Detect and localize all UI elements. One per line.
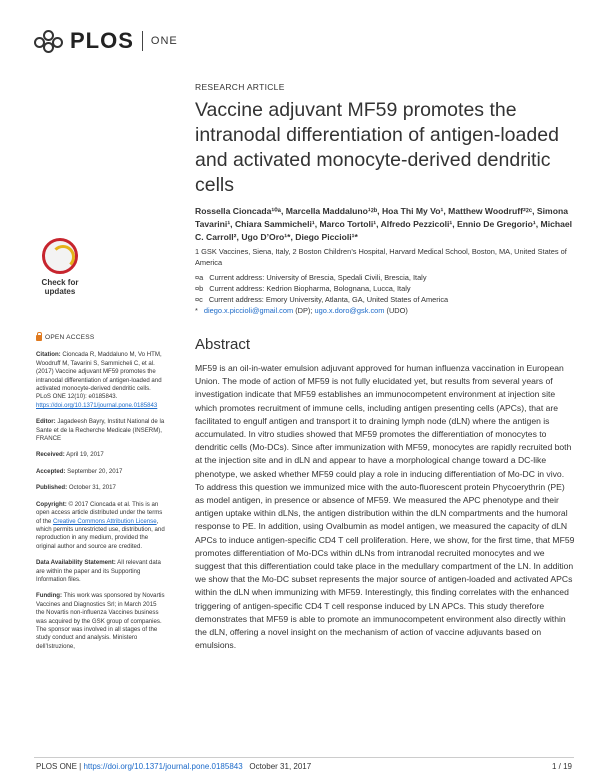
open-access-label: OPEN ACCESS: [36, 334, 166, 342]
affiliations: 1 GSK Vaccines, Siena, Italy, 2 Boston Children’s Hospital, Harvard Medical School, Boston, MA, United States of America: [195, 247, 567, 267]
funding-block: Funding: This work was sponsored by Novartis Vaccines and Diagnostics Srl; in March 2015 the Novartis non-influenza Vaccines business was acquired by the GSK group of companies. The sponsor was involved in all stages of the study conduct and analysis. Ministero dell’Istruzione,: [36, 592, 165, 650]
article-sidebar: [36, 334, 166, 659]
check-updates-icon: [42, 238, 78, 274]
contact-emails: * diego.x.piccioli@gmail.com (DP); ugo.x.doro@gsk.com (UDO): [195, 306, 408, 315]
license-link[interactable]: Creative Commons Attribution License: [52, 517, 157, 525]
current-address-row: ¤c Current address: Emory University, Atlanta, GA, United States of America: [195, 295, 449, 304]
accepted-date: Accepted: September 20, 2017: [36, 467, 123, 475]
current-addresses: [195, 272, 575, 316]
logo-journal: ONE: [150, 35, 178, 47]
plos-logo-icon: [34, 30, 64, 52]
footer-date: October 31, 2017: [249, 762, 312, 771]
published-date: Published: October 31, 2017: [36, 484, 116, 492]
logo-word: PLOS: [70, 28, 134, 53]
received-date: Received: April 19, 2017: [36, 451, 104, 459]
open-access-lock-icon: [36, 335, 42, 341]
page-footer: PLOS ONE | https://doi.org/10.1371/journal.pone.0185843 October 31, 2017 1 / 19: [36, 762, 572, 771]
author-list: Rossella Cioncada¹⁰ᵃ, Marcella Maddaluno¹⁲ᵇ, Hoa Thi My Vo¹, Matthew Woodruff²⁲ᶜ, Simona Tavarini¹, Chiara Sammicheli¹, Marco Tortoli¹, Alfredo Pezzicoli¹, Ennio De Gregorio¹, Michael C. Carroll², Ugo D’Oro¹*, Diego Piccioli¹*: [195, 206, 573, 242]
article-type: RESEARCH ARTICLE: [195, 82, 285, 92]
citation-doi-link[interactable]: https://doi.org/10.1371/journal.pone.0185843: [36, 401, 158, 409]
check-for-updates-badge[interactable]: Check for updates: [37, 238, 83, 296]
abstract-body: MF59 is an oil-in-water emulsion adjuvant approved for human influenza vaccination in European Union. The mode of action of MF59 is not fully elucidated yet, but results from several years of investigation indicate that MF59 establishes an immunocompetent environment at injection site which promotes recruitment of immune cells, including antigen presenting cells (APCs), that are facilitated to engulf antigen and transport it to draining lymph node (dLN) where the antigen is accumulated. In vitro studies showed that MF59 promotes the differentiation of monocytes to dendritic cells (Mo-DCs). Since after immunization with MF59, monocytes are rapidly recruited both at the injection site and in dLN and appear to have a morphological change toward a DC-like phenotype, we asked whether MF59 could play a role in inducing differentiation of Mo-DC in vivo. To address this question we immunized mice with the auto-fluorescent protein Phycoerythrin (PE) as model antigen, in presence or absence of MF59. We measured the APC phenotype and their antigen uptake within dLNs, the antigen distribution within the dLN compartments and the humoral response to PE. In addition, using Ovalbumin as model antigen, we measured the capacity of dLN APCs to induce antigen-specific CD4 T cell proliferation. Here, we show, for the first time, that MF59 promotes differentiation of Mo-DCs within dLNs from intranodal recruited monocytes and we suggest that this differentiation could take place in the medullary compartment of the LN. In addition we show that the Mo-DC subset represents the major source of antigen-loaded and activated APCs within the dLN when immunizing with MF59. Interestingly, this finding correlates with the enhanced triggering of antigen-specific CD4 T cell response induced by LN APCs. This study therefore demonstrates that MF59 is able to promote an immunocompetent environment also directly within the dLN, offering a novel insight on the mechanism of action of vaccine adjuvants based on emulsions.: [195, 363, 575, 651]
article-title: Vaccine adjuvant MF59 promotes the intranodal differentiation of antigen-loaded and activated monocyte-derived dendritic cells: [195, 99, 559, 196]
current-address-row: ¤a Current address: University of Brescia, Spedali Civili, Brescia, Italy: [195, 273, 427, 282]
footer-divider: [34, 757, 574, 758]
editor-block: Editor: Jagadeesh Bayry, Institut National de la Sante et de la Recherche Medicale (INSERM), FRANCE: [36, 418, 165, 443]
journal-logo: [34, 28, 178, 54]
abstract-heading: Abstract: [195, 336, 251, 353]
citation-block: Citation: Cioncada R, Maddaluno M, Vo HTM, Woodruff M, Tavarini S, Sammicheli C, et al. (2017) Vaccine adjuvant MF59 promotes the intranodal differentiation of antigen-loaded and activated monocyte-derived dendritic cells. PLoS ONE 12(10): e0185843. https://doi.org/10.1371/journal.pone.0185843: [36, 351, 162, 409]
footer-journal: PLOS ONE: [36, 762, 77, 771]
email-link-dp[interactable]: diego.x.piccioli@gmail.com: [203, 306, 294, 315]
logo-divider: [142, 31, 143, 51]
data-availability-block: Data Availability Statement: All relevant data are within the paper and its Supporting Information files.: [36, 559, 161, 583]
copyright-block: Copyright: © 2017 Cioncada et al. This is an open access article distributed under the terms of the Creative Commons Attribution License, which permits unrestricted use, distribution, and reproduction in any medium, provided the original author and source are credited.: [36, 500, 165, 550]
email-link-udo[interactable]: ugo.x.doro@gsk.com: [314, 306, 385, 315]
current-address-row: ¤b Current address: Kedrion Biopharma, Bolognana, Lucca, Italy: [195, 284, 411, 293]
page-number: 1 / 19: [551, 762, 572, 771]
footer-doi-link[interactable]: https://doi.org/10.1371/journal.pone.0185843: [83, 762, 243, 771]
